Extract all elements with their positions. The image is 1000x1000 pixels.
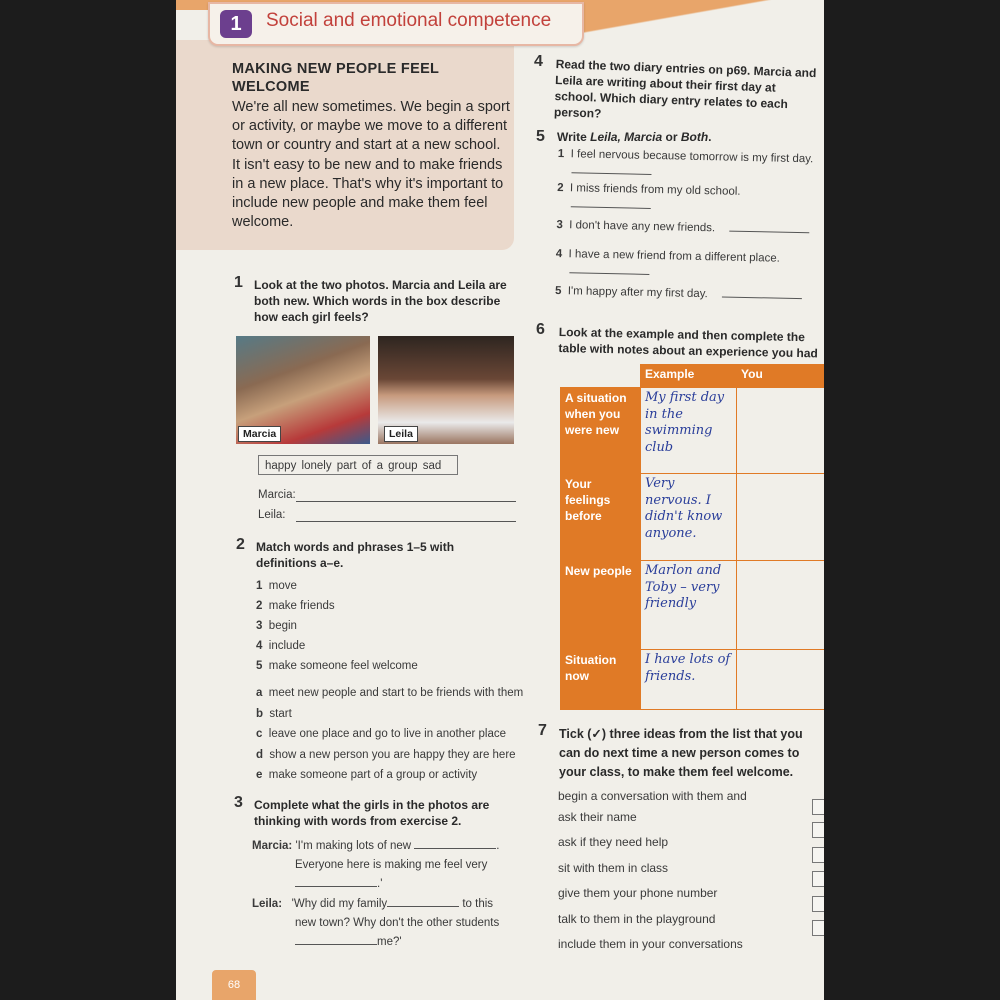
- intro-text: We're all new sometimes. We begin a sport or activity, or maybe we move to a different town or country and start at a new school. It isn't easy to be new and to make friends in a new place. That's why it's important to include new people and make them feel welcome.: [232, 99, 510, 231]
- ex1-answer2-label: Leila:: [258, 509, 286, 521]
- ex5-item: 2 I miss friends from my old school.: [557, 182, 820, 220]
- ex2-definitions: [256, 683, 523, 786]
- ex7-ideas: [558, 784, 778, 958]
- ex2-item: 3 begin: [256, 620, 297, 632]
- row-label: Situation now: [561, 650, 641, 710]
- ex7-number: 7: [538, 722, 547, 739]
- ex3-marcia-text1: 'I'm making lots of new: [295, 840, 412, 852]
- ex5-answer-5[interactable]: [722, 284, 802, 299]
- tick-box[interactable]: [812, 799, 824, 815]
- tick-box[interactable]: [812, 920, 824, 936]
- ex3-leila-text1b: to this: [462, 898, 494, 910]
- ex3-leila-text1: 'Why did my family: [291, 898, 388, 910]
- ex3-marcia-label: Marcia:: [252, 840, 293, 852]
- ex1-answer1-line[interactable]: [296, 501, 516, 502]
- ex6-number: 6: [536, 321, 545, 338]
- ex5-answer-3[interactable]: [729, 219, 809, 234]
- ex3-blank-2[interactable]: [295, 874, 377, 887]
- idea-item: begin a conversation with them and: [558, 789, 747, 803]
- ex3-number: 3: [234, 794, 243, 811]
- idea-item: ask if they need help: [558, 835, 669, 849]
- ex1-answer2-line[interactable]: [296, 521, 516, 522]
- ex3-leila-text3: me?': [377, 936, 402, 948]
- ex2-instruction: Match words and phrases 1–5 with definitions a–e.: [256, 540, 455, 570]
- intro-heading: MAKING NEW PEOPLE FEEL WELCOME: [232, 61, 439, 95]
- ex6-instruction: Look at the example and then complete the table with notes about an experience you had: [558, 324, 818, 361]
- table-row: [561, 388, 825, 474]
- you-cell[interactable]: [737, 650, 825, 710]
- ex3-marcia-text2: Everyone here is making me feel very: [295, 858, 488, 871]
- ex7-instruction: Tick (✓) three ideas from the list that you can do next time a new person comes to your class, to make them feel welcome.: [559, 727, 803, 779]
- ex2-definition: c leave one place and go to live in another place: [256, 728, 506, 740]
- ex3-instruction: Complete what the girls in the photos are thinking with words from exercise 2.: [254, 798, 490, 828]
- ex5-items: [555, 148, 820, 319]
- photo2-label: Leila: [384, 426, 418, 442]
- idea-item: sit with them in class: [558, 860, 669, 875]
- example-cell: I have lots of friends.: [641, 650, 737, 710]
- idea-item: talk to them in the playground: [558, 911, 716, 926]
- table-row: [561, 474, 825, 561]
- unit-number-badge: 1: [220, 10, 252, 38]
- ex1-instruction: Look at the two photos. Marcia and Leila are both new. Which words in the box describe how each girl feels?: [254, 278, 507, 324]
- ex3-blank-3[interactable]: [387, 894, 459, 907]
- ex5-answer-1[interactable]: [571, 160, 651, 175]
- ex5-item: 1 I feel nervous because tomorrow is my first day.: [557, 148, 820, 187]
- idea-item: include them in your conversations: [558, 937, 743, 951]
- example-cell: My first day in the swimming club: [641, 388, 737, 474]
- ex2-items: [256, 576, 418, 676]
- photo1-label: Marcia: [238, 426, 281, 442]
- ex5-item: 3 I don't have any new friends.: [556, 215, 819, 253]
- ex2-definition: e make someone part of a group or activity: [256, 769, 478, 781]
- table-row: [561, 650, 825, 710]
- ex3-blank-1[interactable]: [414, 836, 496, 849]
- ex1-answer1-label: Marcia:: [258, 489, 296, 501]
- unit-title: Social and emotional competence: [266, 10, 552, 31]
- table-corner-cell: [561, 365, 641, 388]
- corner-decoration: [580, 0, 824, 38]
- ex2-number: 2: [236, 536, 245, 553]
- ex5-answer-2[interactable]: [571, 194, 651, 209]
- ex1-number: 1: [234, 274, 243, 291]
- ex2-definition: a meet new people and start to be friends with them: [256, 687, 524, 699]
- textbook-page: [176, 0, 824, 1000]
- experience-table: [560, 364, 824, 710]
- row-label: A situation when you were new: [561, 388, 641, 474]
- col-header-example: Example: [641, 365, 737, 388]
- ex2-item: 1 move: [256, 580, 297, 592]
- ex2-item: 2 make friends: [256, 600, 335, 612]
- row-label: New people: [561, 561, 641, 650]
- ex2-definition: d show a new person you are happy they are here: [256, 748, 516, 761]
- idea-item: give them your phone number: [558, 886, 718, 900]
- word-box: happy lonely part of a group sad: [258, 455, 458, 475]
- ex5-answer-4[interactable]: [569, 260, 649, 275]
- ex4-instruction: Read the two diary entries on p69. Marcia and Leila are writing about their first day at school. Which diary entry relates to each person?: [553, 56, 817, 121]
- ex2-item: 4 include: [256, 640, 306, 652]
- ex2-item: 5 make someone feel welcome: [256, 660, 418, 672]
- row-label: Your feelings before: [561, 474, 641, 561]
- you-cell[interactable]: [737, 561, 825, 650]
- ex2-definition: b start: [256, 707, 292, 720]
- page-number: 68: [212, 970, 256, 1000]
- ex4-number: 4: [534, 53, 543, 70]
- ex5-number: 5: [536, 128, 545, 145]
- col-header-you: You: [737, 365, 825, 388]
- ex3-leila-text2: new town? Why don't the other students: [295, 916, 500, 929]
- idea-item: ask their name: [558, 809, 637, 824]
- tick-box[interactable]: [812, 896, 824, 912]
- example-cell: Very nervous. I didn't know anyone.: [641, 474, 737, 561]
- tick-box[interactable]: [812, 847, 824, 863]
- ex5-item: 5 I'm happy after my first day.: [555, 281, 818, 319]
- tick-box[interactable]: [812, 822, 824, 838]
- ex5-instruction: Write Leila, Marcia or Both.: [557, 130, 712, 144]
- tick-box[interactable]: [812, 871, 824, 887]
- ex3-leila: [252, 894, 522, 952]
- you-cell[interactable]: [737, 474, 825, 561]
- table-row: [561, 561, 825, 650]
- ex3-blank-4[interactable]: [295, 932, 377, 945]
- table-header-row: [561, 365, 825, 388]
- ex3-leila-label: Leila:: [252, 898, 283, 910]
- example-cell: Marlon and Toby – very friendly: [641, 561, 737, 650]
- you-cell[interactable]: [737, 388, 825, 474]
- ex5-item: 4 I have a new friend from a different place.: [555, 248, 818, 286]
- ex3-marcia: Marcia: 'I'm making lots of new . Everyone here is making me feel very .': [252, 836, 522, 894]
